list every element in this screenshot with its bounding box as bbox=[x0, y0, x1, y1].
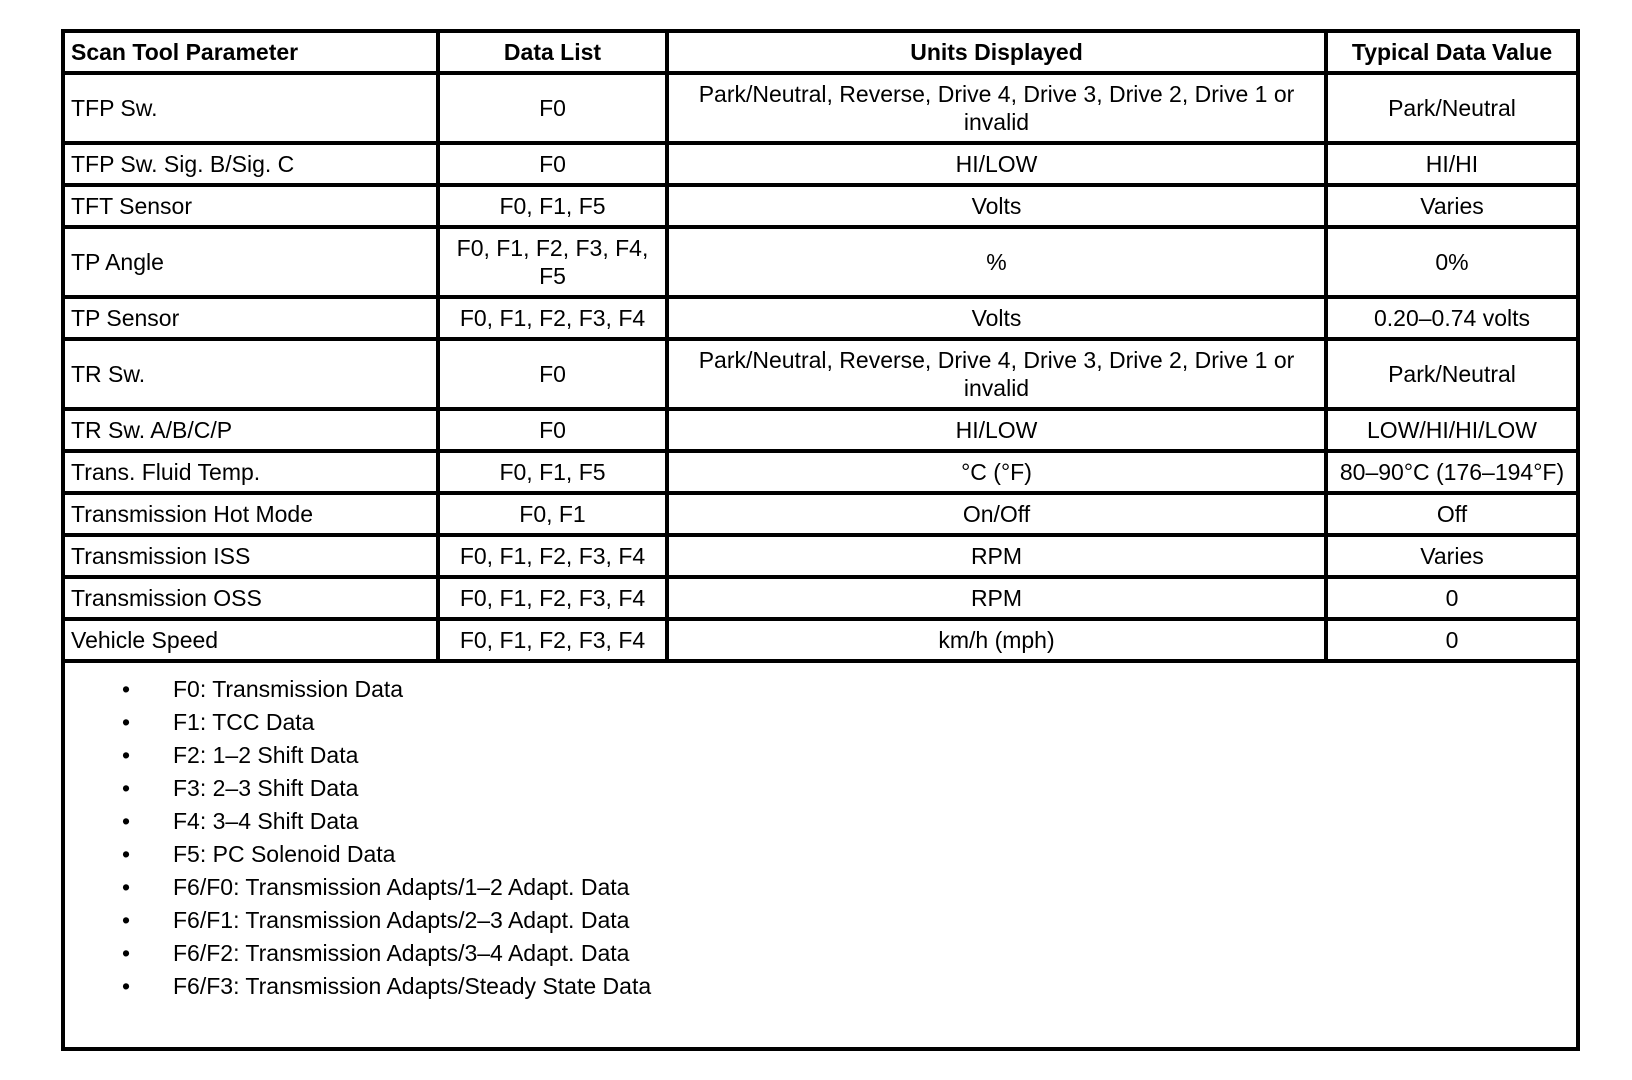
cell-data-list: F0, F1, F2, F3, F4 bbox=[438, 535, 667, 577]
cell-typical: 80–90°C (176–194°F) bbox=[1326, 451, 1576, 493]
header-units-displayed: Units Displayed bbox=[667, 33, 1326, 73]
cell-parameter: Transmission Hot Mode bbox=[65, 493, 438, 535]
cell-units: Park/Neutral, Reverse, Drive 4, Drive 3, Drive 2, Drive 1 or invalid bbox=[667, 73, 1326, 143]
bullet-icon: • bbox=[121, 742, 131, 768]
scan-tool-data-table bbox=[61, 29, 1580, 1051]
header-data-list: Data List bbox=[438, 33, 667, 73]
cell-parameter: Transmission ISS bbox=[65, 535, 438, 577]
cell-data-list: F0 bbox=[438, 143, 667, 185]
cell-typical: Varies bbox=[1326, 185, 1576, 227]
cell-typical: 0 bbox=[1326, 577, 1576, 619]
cell-units: km/h (mph) bbox=[667, 619, 1326, 661]
cell-units: Volts bbox=[667, 185, 1326, 227]
bullet-icon: • bbox=[121, 973, 131, 999]
bullet-icon: • bbox=[121, 709, 131, 735]
cell-parameter: TFP Sw. bbox=[65, 73, 438, 143]
cell-units: RPM bbox=[667, 577, 1326, 619]
cell-typical: 0% bbox=[1326, 227, 1576, 297]
legend-item-text: F5: PC Solenoid Data bbox=[173, 841, 396, 867]
list-item bbox=[65, 904, 1576, 937]
table-row bbox=[65, 143, 1576, 185]
list-item bbox=[65, 772, 1576, 805]
cell-parameter: TP Angle bbox=[65, 227, 438, 297]
bullet-icon: • bbox=[121, 676, 131, 702]
legend-list bbox=[65, 673, 1576, 1003]
list-item bbox=[65, 871, 1576, 904]
cell-units: On/Off bbox=[667, 493, 1326, 535]
cell-data-list: F0, F1, F5 bbox=[438, 451, 667, 493]
bullet-icon: • bbox=[121, 874, 131, 900]
cell-units: HI/LOW bbox=[667, 143, 1326, 185]
bullet-icon: • bbox=[121, 775, 131, 801]
list-item bbox=[65, 838, 1576, 871]
cell-typical: Park/Neutral bbox=[1326, 339, 1576, 409]
cell-data-list: F0 bbox=[438, 409, 667, 451]
table-row bbox=[65, 297, 1576, 339]
cell-typical: Park/Neutral bbox=[1326, 73, 1576, 143]
header-typical-data-value: Typical Data Value bbox=[1326, 33, 1576, 73]
cell-data-list: F0, F1 bbox=[438, 493, 667, 535]
parameter-table bbox=[65, 33, 1576, 663]
cell-typical: 0.20–0.74 volts bbox=[1326, 297, 1576, 339]
cell-parameter: Vehicle Speed bbox=[65, 619, 438, 661]
list-item bbox=[65, 970, 1576, 1003]
table-row bbox=[65, 577, 1576, 619]
legend-item-text: F6/F2: Transmission Adapts/3–4 Adapt. Data bbox=[173, 940, 630, 966]
list-item bbox=[65, 673, 1576, 706]
legend-item-text: F6/F0: Transmission Adapts/1–2 Adapt. Data bbox=[173, 874, 630, 900]
cell-units: RPM bbox=[667, 535, 1326, 577]
legend-item-text: F3: 2–3 Shift Data bbox=[173, 775, 359, 801]
bullet-icon: • bbox=[121, 907, 131, 933]
list-item bbox=[65, 739, 1576, 772]
table-row bbox=[65, 535, 1576, 577]
cell-parameter: Trans. Fluid Temp. bbox=[65, 451, 438, 493]
table-row bbox=[65, 339, 1576, 409]
cell-units: °C (°F) bbox=[667, 451, 1326, 493]
cell-data-list: F0 bbox=[438, 73, 667, 143]
cell-units: % bbox=[667, 227, 1326, 297]
cell-data-list: F0, F1, F5 bbox=[438, 185, 667, 227]
cell-data-list: F0, F1, F2, F3, F4, F5 bbox=[438, 227, 667, 297]
table-row bbox=[65, 73, 1576, 143]
cell-units: Volts bbox=[667, 297, 1326, 339]
cell-parameter: TP Sensor bbox=[65, 297, 438, 339]
table-row bbox=[65, 493, 1576, 535]
table-row bbox=[65, 451, 1576, 493]
header-scan-tool-parameter: Scan Tool Parameter bbox=[65, 33, 438, 73]
legend-item-text: F4: 3–4 Shift Data bbox=[173, 808, 359, 834]
cell-typical: Off bbox=[1326, 493, 1576, 535]
list-item bbox=[65, 937, 1576, 970]
cell-parameter: TFP Sw. Sig. B/Sig. C bbox=[65, 143, 438, 185]
cell-data-list: F0, F1, F2, F3, F4 bbox=[438, 619, 667, 661]
legend-item-text: F2: 1–2 Shift Data bbox=[173, 742, 359, 768]
legend-item-text: F1: TCC Data bbox=[173, 709, 315, 735]
cell-typical: HI/HI bbox=[1326, 143, 1576, 185]
table-row bbox=[65, 227, 1576, 297]
bullet-icon: • bbox=[121, 808, 131, 834]
list-item bbox=[65, 805, 1576, 838]
data-list-legend bbox=[65, 663, 1576, 1047]
cell-data-list: F0 bbox=[438, 339, 667, 409]
cell-data-list: F0, F1, F2, F3, F4 bbox=[438, 577, 667, 619]
cell-parameter: TR Sw. A/B/C/P bbox=[65, 409, 438, 451]
cell-typical: LOW/HI/HI/LOW bbox=[1326, 409, 1576, 451]
cell-data-list: F0, F1, F2, F3, F4 bbox=[438, 297, 667, 339]
cell-parameter: Transmission OSS bbox=[65, 577, 438, 619]
cell-typical: Varies bbox=[1326, 535, 1576, 577]
bullet-icon: • bbox=[121, 940, 131, 966]
bullet-icon: • bbox=[121, 841, 131, 867]
table-row bbox=[65, 185, 1576, 227]
table-row bbox=[65, 409, 1576, 451]
cell-units: HI/LOW bbox=[667, 409, 1326, 451]
table-row bbox=[65, 619, 1576, 661]
list-item bbox=[65, 706, 1576, 739]
table-header-row bbox=[65, 33, 1576, 73]
cell-parameter: TR Sw. bbox=[65, 339, 438, 409]
cell-typical: 0 bbox=[1326, 619, 1576, 661]
legend-item-text: F0: Transmission Data bbox=[173, 676, 404, 702]
cell-units: Park/Neutral, Reverse, Drive 4, Drive 3, Drive 2, Drive 1 or invalid bbox=[667, 339, 1326, 409]
legend-item-text: F6/F3: Transmission Adapts/Steady State Data bbox=[173, 973, 652, 999]
legend-item-text: F6/F1: Transmission Adapts/2–3 Adapt. Data bbox=[173, 907, 630, 933]
cell-parameter: TFT Sensor bbox=[65, 185, 438, 227]
